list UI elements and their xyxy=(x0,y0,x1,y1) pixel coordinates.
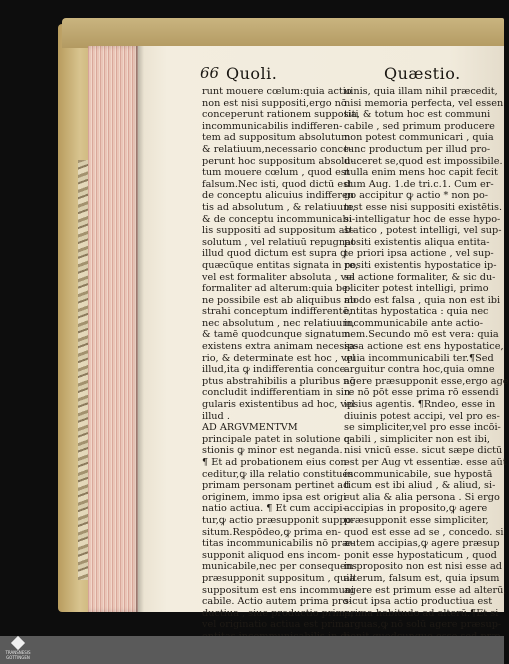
text-line: existens extra animam necessa- xyxy=(202,341,359,353)
text-line: strahi conceptum indifferentē, xyxy=(202,306,352,318)
library-logo xyxy=(4,638,32,662)
text-line: stionis ꝙ minor est neganda. xyxy=(202,445,343,457)
text-line: illud,ita ꝙ indifferentia conce- xyxy=(202,364,349,376)
text-line: sicut ipsa actio productiua est xyxy=(344,596,493,608)
text-line: ne possibile est ab aliquibus ab xyxy=(202,294,357,306)
text-line: quod est esse ad se , concedo. si xyxy=(344,526,504,538)
text-line: vel est formaliter absoluta , vel xyxy=(202,271,355,283)
text-line: uinis, quia illam nihil præcedit, xyxy=(344,86,498,97)
text-line: test esse nisi suppositi existētis. xyxy=(344,201,503,213)
text-line: lis suppositi ad suppositum ab- xyxy=(202,225,355,237)
text-line: positi existentis aliqua entita- xyxy=(344,236,490,248)
text-line: in proposito non est nisi esse ad xyxy=(344,561,503,573)
text-line: principale patet in solutione q- xyxy=(202,433,354,445)
text-line: nisi vnicū esse. sicut sæpe dictū xyxy=(344,445,503,457)
text-line: ceditur,ꝙ illa relatio constitués xyxy=(202,468,354,480)
text-line: alterum, falsum est, quia ipsum xyxy=(344,572,500,584)
page-header xyxy=(200,64,490,86)
text-line: titas incommunicabilis nō præ- xyxy=(202,538,355,550)
text-line: tem ad suppositum absolutum xyxy=(202,132,351,144)
book-cover-top xyxy=(62,18,504,48)
text-line: duceret se,quod est impossibile. xyxy=(344,155,503,167)
running-head-right: Quæstio. xyxy=(384,64,461,83)
text-line: de conceptu alicuius indifferen xyxy=(202,190,354,202)
text-line: cut alia & alia persona . Si ergo xyxy=(344,491,500,503)
text-line: nem.Secundo mō est vera: quia xyxy=(344,329,499,341)
running-head-left: Quoli. xyxy=(226,64,278,83)
text-line: statico , potest intelligi, vel sup- xyxy=(344,225,502,237)
page-edges xyxy=(88,46,140,612)
text-line: modo est falsa , quia non est ibi xyxy=(344,294,501,306)
text-line: supponit aliquod ens incom- xyxy=(202,549,341,561)
text-line: tunc productum per illud pro- xyxy=(344,143,491,155)
text-line: vel originatio actiua est prima xyxy=(202,619,351,631)
text-line: est per Aug vt essentiæ. esse aūt xyxy=(344,457,507,468)
text-line: falsum.Nec isti, quod dictū est xyxy=(202,178,352,190)
gutter-shadow xyxy=(136,46,144,612)
text-line: & de conceptu incommunicabi- xyxy=(202,213,356,225)
text-line: præsupponit suppositum , quia xyxy=(202,572,356,584)
text-line: arguas,ꝙ nō solū agere præsup- xyxy=(344,619,502,631)
library-logo-text: TRANSNESIS GOTTINGEN xyxy=(5,650,31,660)
text-line: te priori ipsa actione , vel sup- xyxy=(344,248,494,260)
text-line: tia, & totum hoc est communi xyxy=(344,109,491,121)
text-line: illud . xyxy=(202,410,230,422)
text-line: go accipitur ꝙ actio * non po- xyxy=(344,190,489,202)
text-line: quia incommunicabili ter.¶Sed xyxy=(344,352,494,364)
text-line: incommunicabile, sue hypostā xyxy=(344,468,493,480)
text-line: accipias in proposito,ꝙ agere xyxy=(344,503,488,515)
text-line: cabile. Actio autem prima pro- xyxy=(202,596,352,608)
text-line: suppositum est ens incommuni xyxy=(202,584,355,596)
text-line: nisi memoria perfecta, vel essen xyxy=(344,97,504,109)
text-line: agere præsupponit esse,ergo age xyxy=(344,375,509,387)
text-line: se simpliciter,vel pro esse incōi- xyxy=(344,422,501,434)
text-line: cabili , simpliciter non est ibi, xyxy=(344,433,490,445)
text-line: ductiua , siue productio prima, xyxy=(202,607,354,619)
text-line: incommunicabilis indifferen- xyxy=(202,120,343,132)
text-line: cabile , sed primum producere xyxy=(344,120,495,132)
text-line: præsupponit esse simpliciter, xyxy=(344,514,489,526)
text-line: pliciter potest intelligi, primo xyxy=(344,283,489,295)
text-line: ipsa actione est ens hypostatice, xyxy=(344,341,504,353)
text-line: agere est primum esse ad alterū, xyxy=(344,584,507,596)
text-line: diuinis potest accipi, vel pro es- xyxy=(344,410,500,422)
text-line: nec absolutum , nec relatiuum, xyxy=(202,317,355,329)
text-line: quæcūque entitas signata in re, xyxy=(202,259,359,271)
text-line: positi existentis hypostatice ip- xyxy=(344,259,497,271)
text-line: natio actiua. ¶ Et cum accipi- xyxy=(202,503,346,515)
text-line: gularis existentibus ad hoc, vel xyxy=(202,399,355,411)
text-line: tum mouere cœlum , quod est xyxy=(202,167,350,179)
text-line: concludit indifferentiam in sin- xyxy=(202,387,354,399)
text-line: formaliter ad alterum:quia be- xyxy=(202,283,352,295)
text-line: AD ARGVMENTVM xyxy=(202,422,298,434)
text-line: runt mouere cœlum:quia actio xyxy=(202,86,352,97)
text-line: entitas hypostatica : quia nec xyxy=(344,306,489,318)
text-line: rio, & determinate est hoc , vel xyxy=(202,352,356,364)
text-column-left xyxy=(202,86,359,643)
text-line: arguitur contra hoc,quia omne xyxy=(344,364,495,376)
text-line: ¶ Et ad probationem eius con- xyxy=(202,457,350,468)
text-line: non potest communicari , quia xyxy=(344,132,494,144)
text-line: perunt hoc suppositum absolu- xyxy=(202,155,354,167)
text-line: situm.Respōdeo,ꝙ prima en- xyxy=(202,526,341,538)
text-line: nulla enim mens hoc capit fecit xyxy=(344,167,498,179)
text-line: prima habitudo ad alterū.¶Et si xyxy=(344,607,499,619)
text-line: & tamē quodcunque signatum xyxy=(202,329,351,341)
text-line: si intelligatur hoc de esse hypo- xyxy=(344,213,501,225)
text-line: solutum , vel relatiuū repugnat xyxy=(202,236,355,248)
text-line: primam personam pertinet ad xyxy=(202,480,350,492)
text-line: & relatiuum,necessario conce- xyxy=(202,143,353,155)
text-line: originem, immo ipsa est origi- xyxy=(202,491,350,503)
text-line: ipsius agentis. ¶Rndeo, esse in xyxy=(344,399,496,411)
text-line: re nō pōt esse prima rō essendi xyxy=(344,387,499,399)
library-logo-icon xyxy=(11,636,25,650)
text-line: tur,ꝙ actio præsupponit suppo- xyxy=(202,514,355,526)
text-line: incommunicabile ante actio- xyxy=(344,317,483,329)
text-line: tis ad absolutum , & relatiuum, xyxy=(202,201,356,213)
text-line: sa actione formaliter, & sic du- xyxy=(344,271,496,283)
text-line: non est nisi suppositi,ergo nō xyxy=(202,97,347,109)
text-line: illud quod dictum est supra ꝙ xyxy=(202,248,348,260)
folio-number: 66 xyxy=(200,64,220,82)
text-line: municabile,nec per consequens xyxy=(202,561,357,573)
text-column-right xyxy=(344,86,509,654)
viewer-footer-bar xyxy=(0,636,504,664)
text-line: ptus abstrahibilis a pluribus nō xyxy=(202,375,356,387)
text-line: conceperunt rationem suppositi xyxy=(202,109,359,121)
text-line: ticum est ibi aliud , & aliud, si- xyxy=(344,480,496,492)
text-line: dum Aug. 1.de tri.c.1. Cum er- xyxy=(344,178,494,190)
text-line: ponit esse hypostaticum , quod xyxy=(344,549,497,561)
text-line: autem accipias,ꝙ agere præsup xyxy=(344,538,500,550)
